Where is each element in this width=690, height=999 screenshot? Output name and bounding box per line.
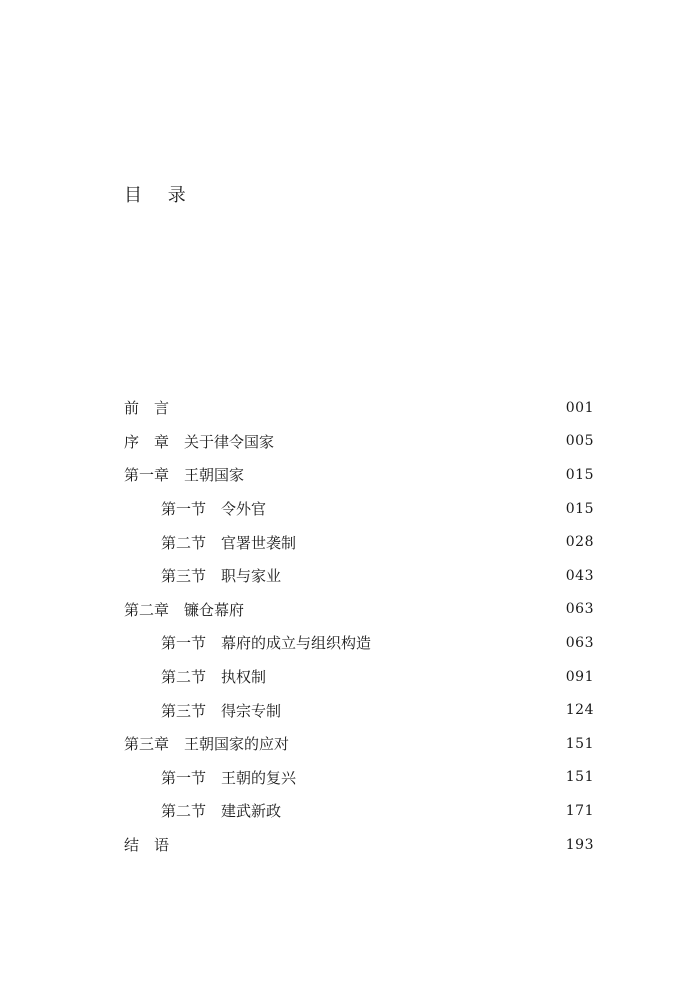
toc-entry-chapter-2[interactable] xyxy=(124,593,594,627)
toc-entry-chapter-2-section-2[interactable] xyxy=(124,660,594,694)
toc-entry-label: 第二章 镰仓幕府 xyxy=(124,600,245,619)
toc-entry-chapter-2-section-3[interactable] xyxy=(124,693,594,727)
toc-entry-label: 第一章 王朝国家 xyxy=(124,466,245,485)
toc-entry-label: 第二节 官署世袭制 xyxy=(161,533,297,552)
toc-entry-chapter-3-section-1[interactable] xyxy=(124,761,594,795)
toc-entry-page-number: 001 xyxy=(565,399,594,416)
toc-entry-chapter-3-section-2[interactable] xyxy=(124,794,594,828)
toc-entry-label: 第一节 王朝的复兴 xyxy=(161,768,297,787)
toc-entry-page-number: 043 xyxy=(565,567,594,584)
toc-entry-label: 第二节 建武新政 xyxy=(161,802,282,821)
toc-entry-page-number: 063 xyxy=(565,601,594,618)
toc-entry-label: 第三节 职与家业 xyxy=(161,567,282,586)
toc-entry-page-number: 151 xyxy=(565,735,594,752)
toc-entry-label: 第一节 幕府的成立与组织构造 xyxy=(161,634,372,653)
toc-entry-label: 结 语 xyxy=(124,836,170,855)
toc-entry-chapter-1-section-2[interactable] xyxy=(124,525,594,559)
toc-entry-page-number: 124 xyxy=(565,702,594,719)
toc-entry-chapter-1[interactable] xyxy=(124,458,594,492)
toc-entry-page-number: 171 xyxy=(565,802,594,819)
toc-entry-chapter-3[interactable] xyxy=(124,727,594,761)
toc-entry-label: 第一节 令外官 xyxy=(161,500,267,519)
toc-entry-page-number: 005 xyxy=(565,433,594,450)
toc-entry-label: 第三章 王朝国家的应对 xyxy=(124,735,290,754)
toc-entry-chapter-2-section-1[interactable] xyxy=(124,626,594,660)
toc-entry-label: 第三节 得宗专制 xyxy=(161,701,282,720)
toc-entry-page-number: 028 xyxy=(565,534,594,551)
toc-entry-page-number: 015 xyxy=(565,500,594,517)
toc-entry-prologue[interactable] xyxy=(124,425,594,459)
toc-entry-label: 序 章 关于律令国家 xyxy=(124,432,275,451)
table-of-contents xyxy=(124,391,594,861)
toc-entry-chapter-1-section-1[interactable] xyxy=(124,492,594,526)
toc-entry-page-number: 193 xyxy=(565,836,594,853)
toc-entry-conclusion[interactable] xyxy=(124,828,594,862)
toc-entry-page-number: 063 xyxy=(565,634,594,651)
toc-entry-page-number: 015 xyxy=(565,466,594,483)
page-title: 目 录 xyxy=(124,185,196,206)
toc-entry-preface[interactable] xyxy=(124,391,594,425)
toc-entry-page-number: 091 xyxy=(565,668,594,685)
toc-entry-page-number: 151 xyxy=(565,769,594,786)
toc-entry-label: 第二节 执权制 xyxy=(161,668,267,687)
toc-entry-label: 前 言 xyxy=(124,399,170,418)
toc-entry-chapter-1-section-3[interactable] xyxy=(124,559,594,593)
